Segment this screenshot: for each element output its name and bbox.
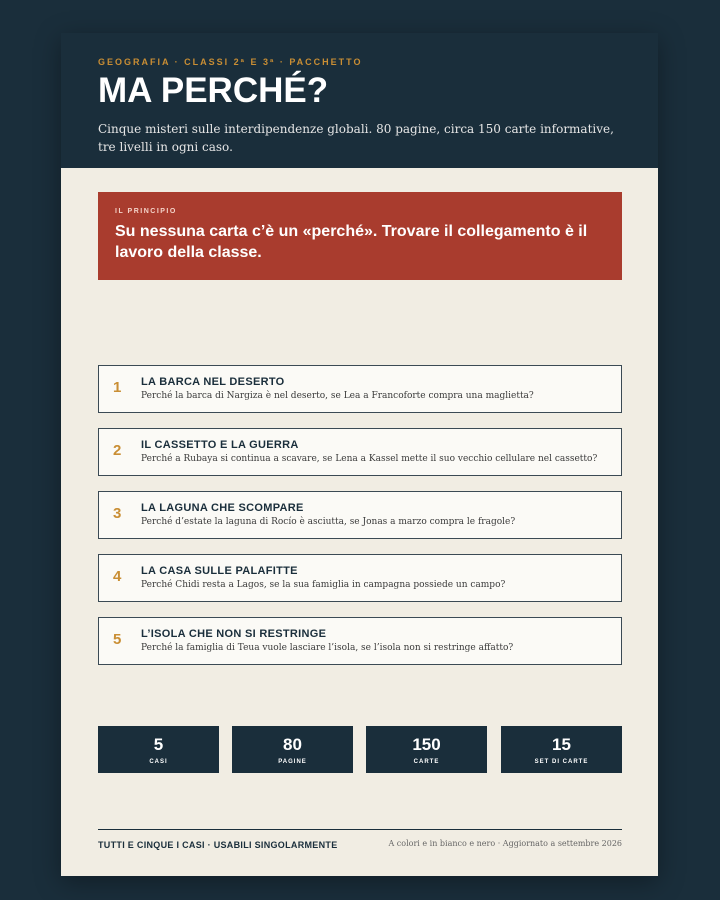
stat-value: 15 [552,735,571,754]
stat-cards [366,726,487,773]
footer-divider [98,829,622,830]
stat-label: SET DI CARTE [534,759,589,765]
stat-card-sets [501,726,622,773]
stat-value: 150 [412,735,441,754]
case-title: LA LAGUNA CHE SCOMPARE [141,502,304,514]
case-question: Perché d’estate la laguna di Rocío è asciutta, se Jonas a marzo compra le fragole? [141,517,516,527]
stat-label: PAGINE [278,759,307,765]
case-number: 2 [113,442,122,459]
subtitle: Cinque misteri sulle interdipendenze globali. 80 pagine, circa 150 carte informative, tre livelli in ogni caso. [98,122,614,154]
case-item-1 [98,365,622,413]
case-title: IL CASSETTO E LA GUERRA [141,439,299,451]
case-question: Perché la famiglia di Teua vuole lasciare l’isola, se l’isola non si restringe affatto? [141,643,514,653]
principle-box [98,192,622,280]
case-number: 5 [113,631,122,648]
case-question: Perché a Rubaya si continua a scavare, se Lena a Kassel mette il suo vecchio cellulare nel cassetto? [141,454,598,464]
footer-note: TUTTI E CINQUE I CASI · USABILI SINGOLARMENTE [98,840,338,850]
case-list [98,365,622,680]
stats-row [98,726,622,773]
flyer-sheet [61,33,658,876]
case-number: 4 [113,568,122,585]
stat-value: 5 [153,735,164,754]
page-title: MA PERCHÉ? [98,71,329,110]
stat-label: CASI [149,759,168,765]
case-title: L’ISOLA CHE NON SI RESTRINGE [141,628,327,640]
footer-meta: A colori e in bianco e nero · Aggiornato a settembre 2026 [388,839,622,848]
case-item-2 [98,428,622,476]
case-title: LA BARCA NEL DESERTO [141,376,285,388]
case-number: 1 [113,379,122,396]
case-item-3 [98,491,622,539]
kicker: GEOGRAFIA · CLASSI 2ª E 3ª · PACCHETTO [98,57,363,67]
header [61,33,658,168]
case-number: 3 [113,505,122,522]
case-item-5 [98,617,622,665]
stat-pages [232,726,353,773]
stat-cases [98,726,219,773]
case-item-4 [98,554,622,602]
principle-text: Su nessuna carta c’è un «perché». Trovare il collegamento è il lavoro della classe. [115,223,588,261]
case-question: Perché la barca di Nargiza è nel deserto, se Lea a Francoforte compra una maglietta? [141,391,534,401]
stat-value: 80 [283,735,302,754]
stat-label: CARTE [413,759,440,765]
case-title: LA CASA SULLE PALAFITTE [141,565,298,577]
principle-label: IL PRINCIPIO [115,208,177,215]
case-question: Perché Chidi resta a Lagos, se la sua famiglia in campagna possiede un campo? [141,580,506,590]
